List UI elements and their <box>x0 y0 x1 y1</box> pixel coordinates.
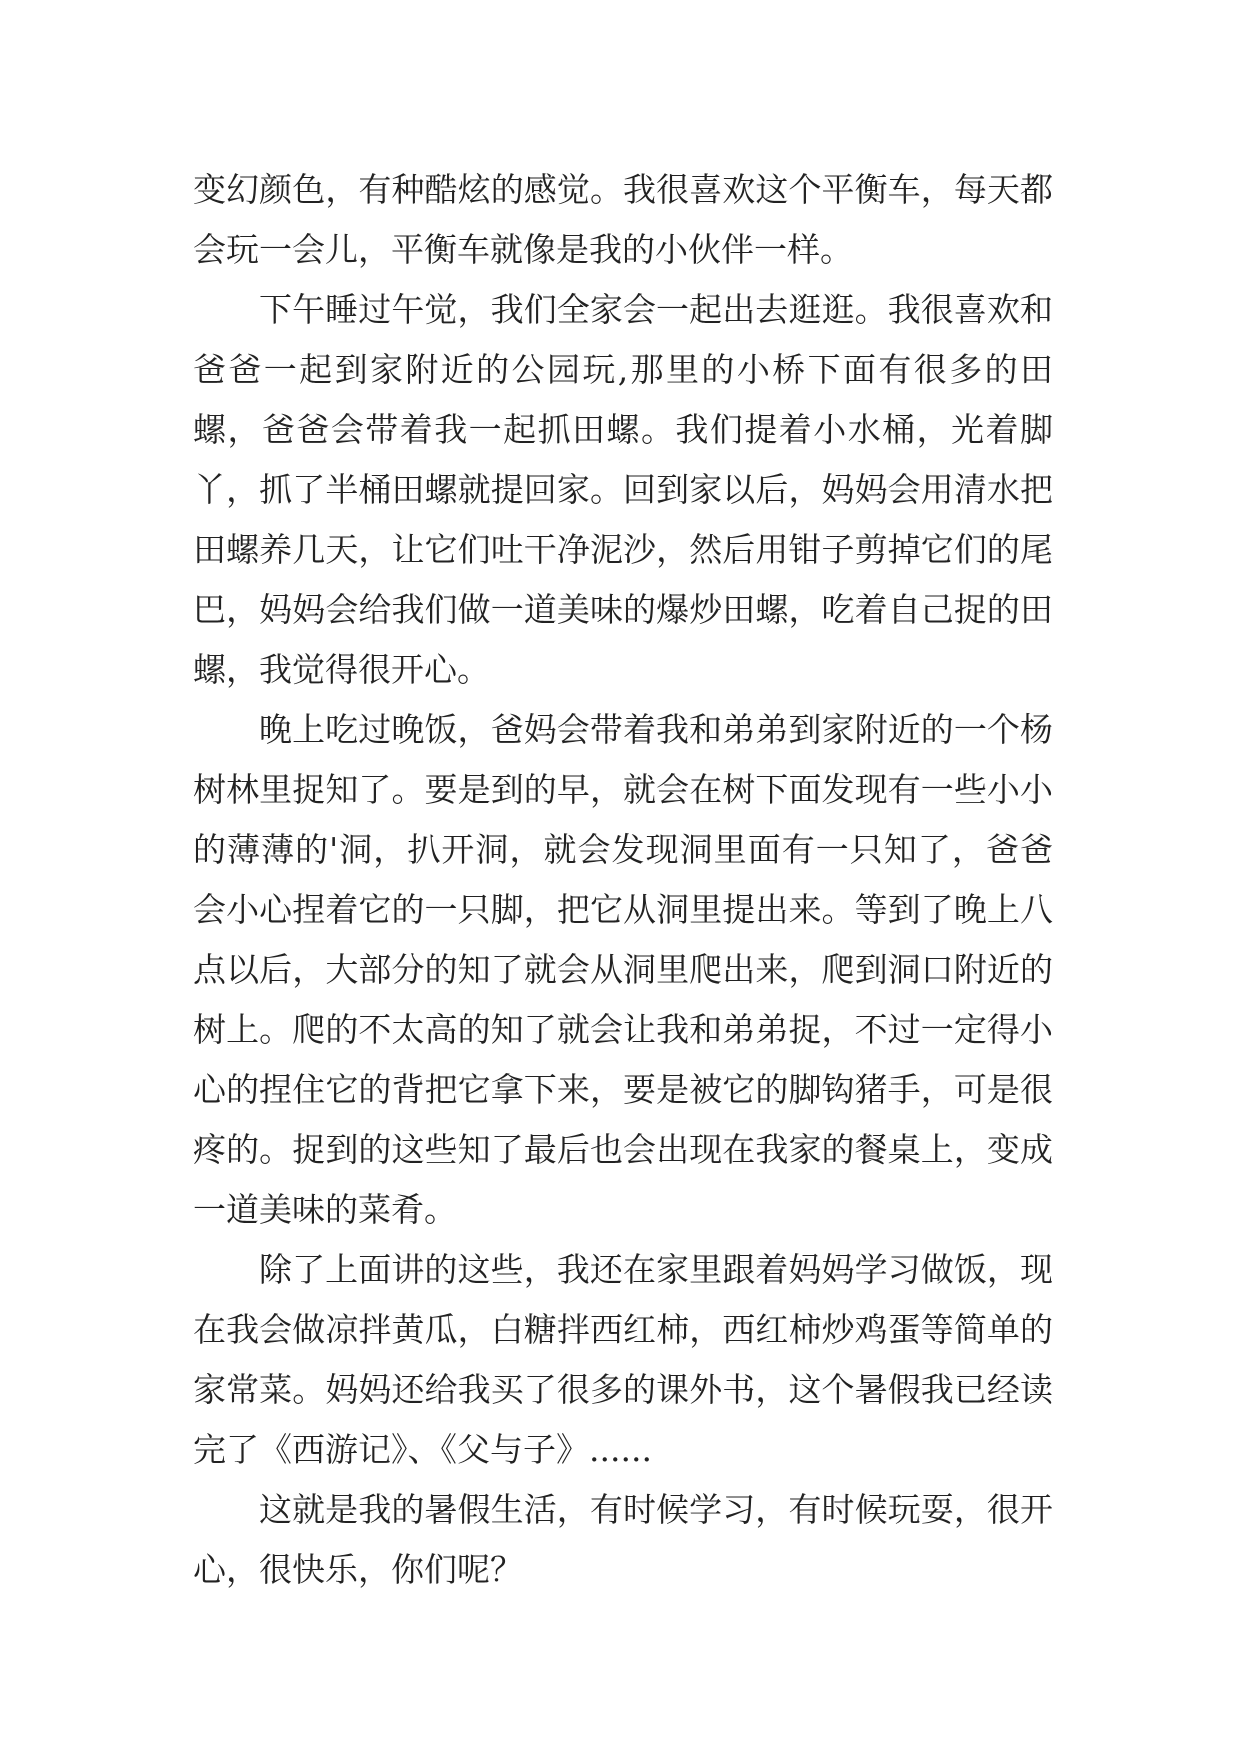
paragraph-3: 晚上吃过晚饭，爸妈会带着我和弟弟到家附近的一个杨树林里捉知了。要是到的早，就会在树下面发现有一些小小的薄薄的'洞，扒开洞，就会发现洞里面有一只知了，爸爸会小心捏着它的一只脚，把它从洞里提出来。等到了晚上八点以后，大部分的知了就会从洞里爬出来，爬到洞口附近的树上。爬的不太高的知了就会让我和弟弟捉，不过一定得小心的捏住它的背把它拿下来，要是被它的脚钩猪手，可是很疼的。捉到的这些知了最后也会出现在我家的餐桌上，变成一道美味的菜肴。 <box>193 710 1053 1229</box>
body-text <box>193 160 1053 1600</box>
paragraph-4: 除了上面讲的这些，我还在家里跟着妈妈学习做饭，现在我会做凉拌黄瓜，白糖拌西红柿，西红柿炒鸡蛋等简单的家常菜。妈妈还给我买了很多的课外书，这个暑假我已经读完了《西游记》、《父与子》...... <box>193 1250 1053 1469</box>
paragraph-1: 变幻颜色，有种酷炫的感觉。我很喜欢这个平衡车，每天都会玩一会儿，平衡车就像是我的小伙伴一样。 <box>193 170 1053 269</box>
paragraph-2: 下午睡过午觉，我们全家会一起出去逛逛。我很喜欢和爸爸一起到家附近的公园玩,那里的小桥下面有很多的田螺，爸爸会带着我一起抓田螺。我们提着小水桶，光着脚丫，抓了半桶田螺就提回家。回到家以后，妈妈会用清水把田螺养几天，让它们吐干净泥沙，然后用钳子剪掉它们的尾巴，妈妈会给我们做一道美味的爆炒田螺，吃着自己捉的田螺，我觉得很开心。 <box>193 290 1053 689</box>
paragraph-5: 这就是我的暑假生活，有时候学习，有时候玩耍，很开心，很快乐，你们呢？ <box>193 1490 1053 1589</box>
